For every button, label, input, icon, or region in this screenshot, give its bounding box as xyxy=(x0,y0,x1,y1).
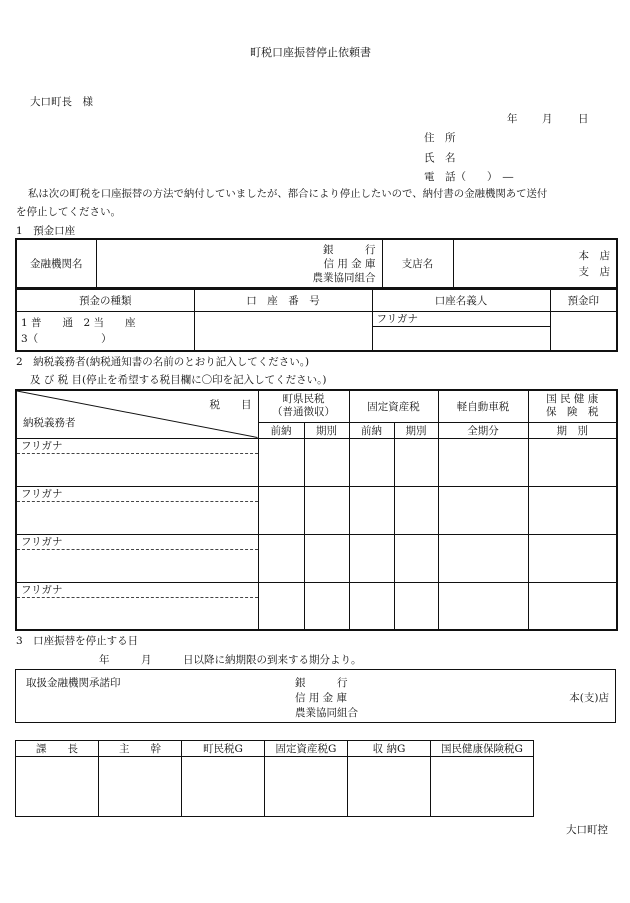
taxpayer-furigana: フリガナ xyxy=(17,583,258,598)
taxpayer-furigana: フリガナ xyxy=(17,487,258,502)
sub-header-period-1: 期別 xyxy=(304,422,349,438)
date-day: 日 xyxy=(578,113,589,125)
checkbox-cell[interactable] xyxy=(304,486,349,534)
approval-branch: 本(支)店 xyxy=(569,692,609,704)
office-header-collection: 収 納G xyxy=(348,741,431,757)
section2-heading: 2 納税義務者(納税通知書の名前のとおり記入してください。) xyxy=(16,356,310,368)
tax-header-diagonal xyxy=(16,390,258,438)
table-row xyxy=(16,438,617,486)
checkbox-cell[interactable] xyxy=(528,582,617,630)
deposit-type-line1: 1 普 通 2 当 座 xyxy=(21,316,136,329)
stop-date-line: 年 月 日以降に納期限の到来する期分より。 xyxy=(99,654,362,666)
taxpayer-furigana: フリガナ xyxy=(17,439,258,454)
stamp-cell[interactable] xyxy=(265,757,348,817)
account-holder-field[interactable] xyxy=(372,311,550,351)
office-header-supervisor: 主 幹 xyxy=(99,741,182,757)
branch-label: 支店名 xyxy=(382,239,453,288)
office-copy-footer: 大口町控 xyxy=(566,824,608,836)
col-deposit-type: 預金の種類 xyxy=(16,289,194,311)
deposit-type-line2: 3（ ） xyxy=(21,332,112,345)
stamp-cell[interactable] xyxy=(182,757,265,817)
taxpayer-name-field[interactable] xyxy=(16,486,258,534)
addressee: 大口町長 様 xyxy=(30,96,93,108)
col-seal: 預金印 xyxy=(550,289,617,311)
checkbox-cell[interactable] xyxy=(349,534,394,582)
checkbox-cell[interactable] xyxy=(528,438,617,486)
stamp-cell[interactable] xyxy=(348,757,431,817)
taxpayer-name-field[interactable] xyxy=(16,438,258,486)
checkbox-cell[interactable] xyxy=(438,486,528,534)
checkbox-cell[interactable] xyxy=(394,582,438,630)
tax-group-resident: 町県民税 （普通徴収） xyxy=(258,390,349,422)
checkbox-cell[interactable] xyxy=(349,582,394,630)
checkbox-cell[interactable] xyxy=(438,438,528,486)
sub-header-period-3: 期 別 xyxy=(528,422,617,438)
table-row xyxy=(16,486,617,534)
sub-header-fullterm: 全期分 xyxy=(438,422,528,438)
section1-heading: 1 預金口座 xyxy=(16,225,76,237)
tax-item-label: 税 目 xyxy=(209,399,252,411)
bank-table xyxy=(15,238,618,289)
sub-header-prepay-2: 前納 xyxy=(349,422,394,438)
checkbox-cell[interactable] xyxy=(258,486,304,534)
checkbox-cell[interactable] xyxy=(304,534,349,582)
intro-line-2: を停止してください。 xyxy=(16,206,121,218)
inst-type-nokyo: 農業協同組合 xyxy=(312,271,376,284)
institution-field[interactable] xyxy=(96,239,382,288)
table-row xyxy=(16,534,617,582)
checkbox-cell[interactable] xyxy=(258,582,304,630)
sub-header-prepay-1: 前納 xyxy=(258,422,304,438)
office-table xyxy=(15,740,534,817)
branch-field[interactable] xyxy=(453,239,617,288)
checkbox-cell[interactable] xyxy=(438,582,528,630)
taxpayer-name-field[interactable] xyxy=(16,582,258,630)
approval-box[interactable] xyxy=(15,669,616,723)
col-account-number: 口 座 番 号 xyxy=(194,289,372,311)
tax-group-health: 国 民 健 康 保 険 税 xyxy=(528,390,617,422)
approval-inst-nokyo: 農業協同組合 xyxy=(295,707,358,719)
address-label: 住 所 xyxy=(424,132,456,144)
checkbox-cell[interactable] xyxy=(349,438,394,486)
section3-heading: 3 口座振替を停止する日 xyxy=(16,635,139,647)
inst-type-shinkin: 信 用 金 庫 xyxy=(323,257,376,270)
stamp-cell[interactable] xyxy=(431,757,534,817)
office-header-property: 固定資産税G xyxy=(265,741,348,757)
section2-subheading: 及 び 税 目(停止を希望する税目欄に〇印を記入してください。) xyxy=(30,374,327,386)
stamp-cell[interactable] xyxy=(16,757,99,817)
approval-inst-bank: 銀 行 xyxy=(295,677,348,689)
intro-line-1: 私は次の町税を口座振替の方法で納付していましたが、都合により停止したいので、納付書の金融機関あて送付 xyxy=(28,188,548,200)
approval-label: 取扱金融機関承諾印 xyxy=(26,677,121,689)
page-title: 町税口座振替停止依頼書 xyxy=(250,46,371,59)
phone-label: 電 話（ ） ― xyxy=(424,171,514,183)
table-row xyxy=(16,582,617,630)
checkbox-cell[interactable] xyxy=(349,486,394,534)
account-number-field[interactable] xyxy=(194,311,372,351)
checkbox-cell[interactable] xyxy=(304,582,349,630)
approval-inst-shinkin: 信 用 金 庫 xyxy=(295,692,348,704)
deposit-type-options[interactable] xyxy=(16,311,194,351)
tax-group-lightvehicle: 軽自動車税 xyxy=(438,390,528,422)
office-header-health: 国民健康保険税G xyxy=(431,741,534,757)
inst-type-bank: 銀 行 xyxy=(323,243,376,256)
branch-type-sub: 支 店 xyxy=(578,265,610,278)
taxpayer-name-field[interactable] xyxy=(16,534,258,582)
checkbox-cell[interactable] xyxy=(304,438,349,486)
name-label: 氏 名 xyxy=(424,152,456,164)
checkbox-cell[interactable] xyxy=(438,534,528,582)
checkbox-cell[interactable] xyxy=(528,534,617,582)
branch-type-main: 本 店 xyxy=(578,249,610,262)
date-year: 年 xyxy=(507,113,518,125)
checkbox-cell[interactable] xyxy=(394,486,438,534)
institution-label: 金融機関名 xyxy=(16,239,96,288)
account-table xyxy=(15,288,618,352)
holder-furigana: フリガナ xyxy=(373,312,550,327)
taxpayer-table xyxy=(15,389,618,631)
tax-group-property: 固定資産税 xyxy=(349,390,438,422)
checkbox-cell[interactable] xyxy=(528,486,617,534)
taxpayer-furigana: フリガナ xyxy=(17,535,258,550)
col-account-holder: 口座名義人 xyxy=(372,289,550,311)
office-header-resident: 町民税G xyxy=(182,741,265,757)
stamp-cell[interactable] xyxy=(99,757,182,817)
checkbox-cell[interactable] xyxy=(258,438,304,486)
taxpayer-label: 納税義務者 xyxy=(23,417,76,429)
office-header-chief: 課 長 xyxy=(16,741,99,757)
seal-field[interactable] xyxy=(550,311,617,351)
checkbox-cell[interactable] xyxy=(258,534,304,582)
checkbox-cell[interactable] xyxy=(394,534,438,582)
sub-header-period-2: 期別 xyxy=(394,422,438,438)
date-month: 月 xyxy=(542,113,553,125)
checkbox-cell[interactable] xyxy=(394,438,438,486)
